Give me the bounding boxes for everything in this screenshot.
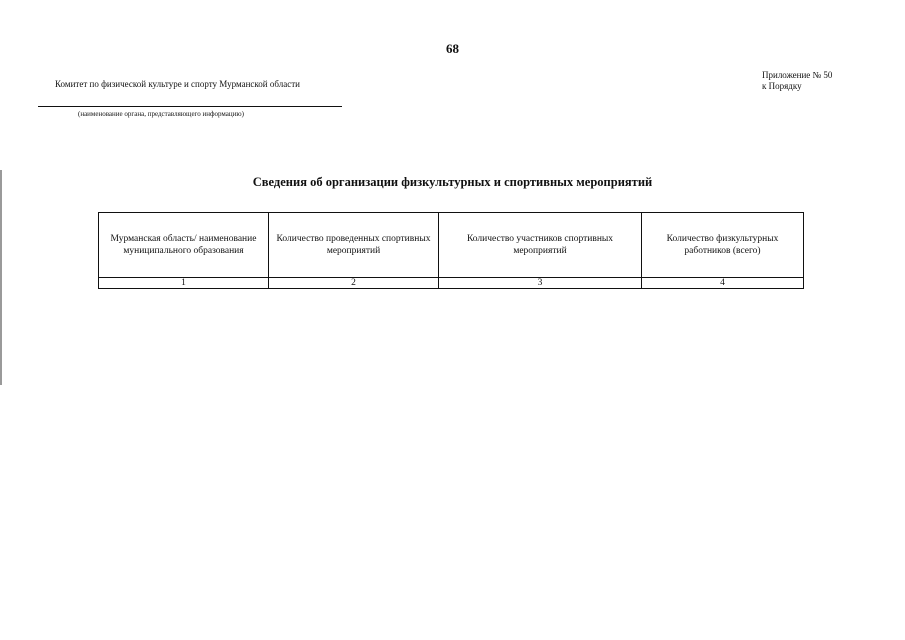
table-header-row bbox=[99, 213, 804, 278]
scan-edge-mark bbox=[0, 170, 2, 385]
document-title: Сведения об организации физкультурных и спортивных мероприятий bbox=[252, 175, 653, 189]
table-column-numbers-row bbox=[99, 278, 804, 289]
table-header-cell bbox=[642, 213, 804, 278]
column-number-cell: 1 bbox=[99, 278, 269, 289]
header-participants-count: Количество участников спортивных мероприятий bbox=[466, 234, 614, 256]
table-header-cell bbox=[439, 213, 642, 278]
organization-name: Комитет по физической культуре и спорту Мурманской области bbox=[55, 79, 300, 89]
organization-caption: (наименование органа, представляющего информацию) bbox=[78, 110, 244, 118]
appendix-note bbox=[762, 70, 832, 92]
header-events-count: Количество проведенных спортивных мероприятий bbox=[276, 234, 431, 256]
column-number-cell: 2 bbox=[269, 278, 439, 289]
appendix-line-1: Приложение № 50 bbox=[762, 70, 833, 80]
table-header-cell bbox=[269, 213, 439, 278]
page-number: 68 bbox=[446, 41, 459, 56]
column-number-cell: 3 bbox=[439, 278, 642, 289]
report-table bbox=[98, 212, 804, 289]
header-municipality: Мурманская область/ наименование муниципального образования bbox=[110, 234, 257, 256]
organization-underline bbox=[38, 106, 342, 107]
table-header-cell bbox=[99, 213, 269, 278]
header-workers-count: Количество физкультурных работников (всего) bbox=[666, 234, 779, 256]
appendix-line-2: к Порядку bbox=[762, 81, 802, 91]
column-number-cell: 4 bbox=[642, 278, 804, 289]
